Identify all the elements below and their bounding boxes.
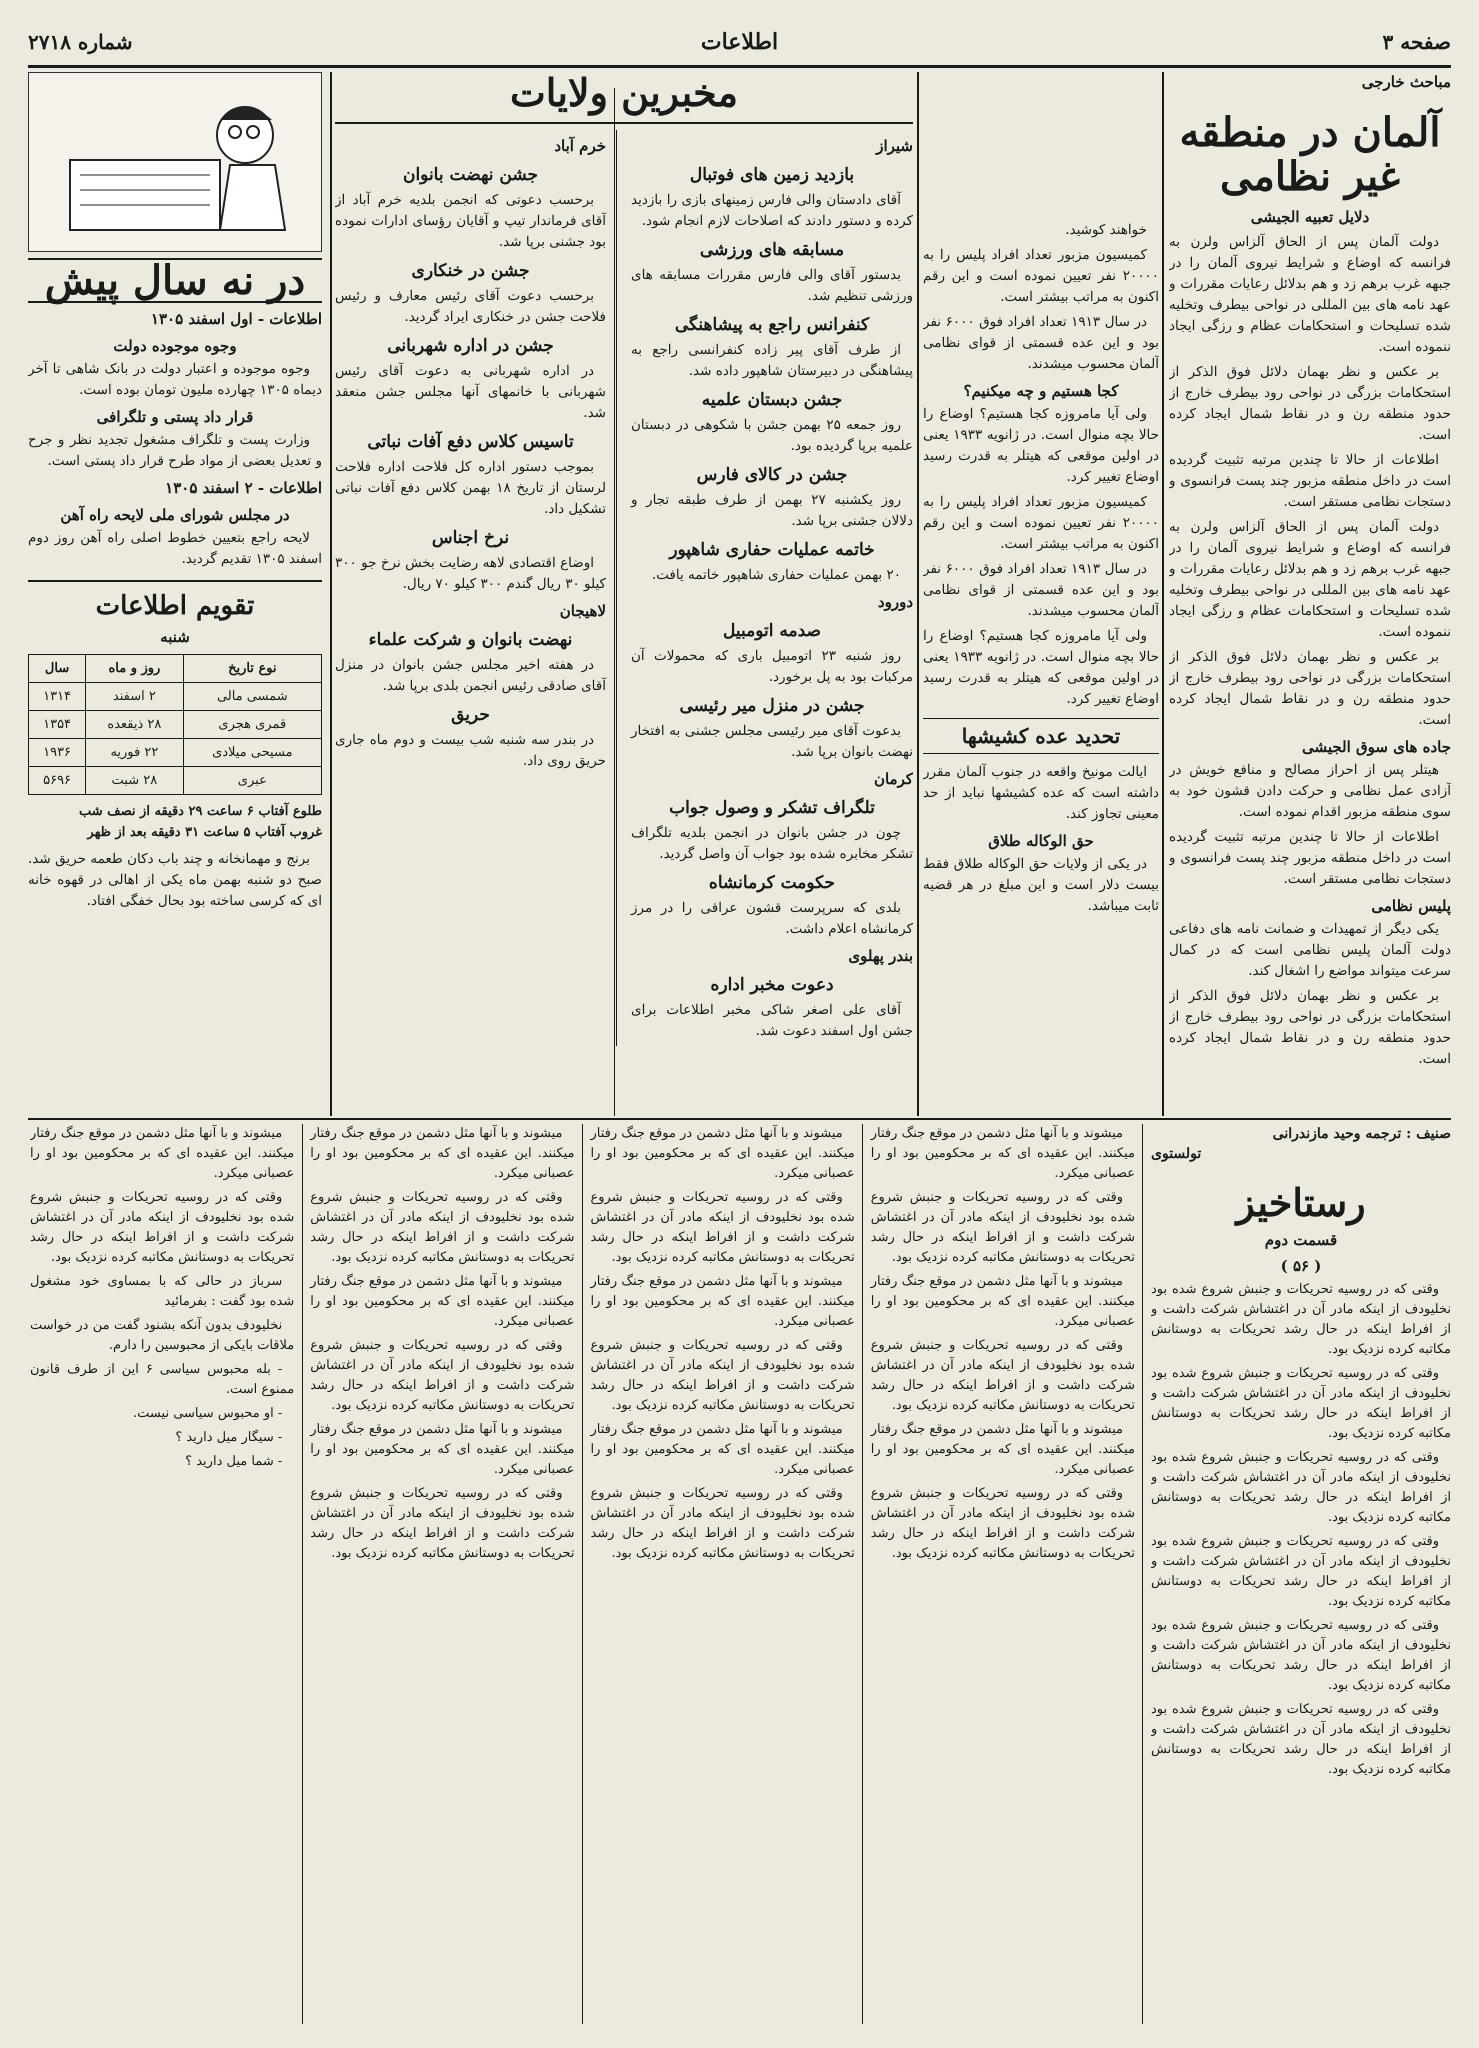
- paragraph: وقتی که در روسیه تحریکات و جنبش شروع شده بود نخلیودف از اینکه مادر آن در اغتشاش شرکت داشت و از افراط اینکه در حال رشد تحریکات به دوستانش مکاتبه کرده نزدیک بود.: [590, 1486, 855, 1561]
- calendar-cell: ۱۹۳۶: [29, 738, 86, 766]
- story-heading: جشن در خنکاری: [411, 260, 530, 281]
- calendar-cell: ۲۸ شبت: [86, 766, 183, 794]
- story-heading: جشن در کالای فارس: [696, 464, 848, 485]
- story-text: آقای علی اصغر شاکی مخبر اطلاعات برای جشن اول اسفند دعوت شد.: [631, 1001, 913, 1039]
- story-text: روز شنبه ۲۳ اتومبیل باری که محمولات آن مرکبات بود به پل برخورد.: [631, 647, 913, 685]
- paragraph: بر عکس و نظر بهمان دلائل فوق الذکر از استحکامات بزرگی در نواحی رود بیطرف خارج از حدود منطقه رن و در نقاط شمال ایجاد کرده است.: [1169, 988, 1451, 1067]
- calendar-header: روز و ماه: [86, 654, 183, 682]
- city-label: کرمان: [873, 769, 913, 788]
- story-text: روز جمعه ۲۵ بهمن جشن با شکوهی در دبستان علمیه برپا گردیده بود.: [631, 416, 913, 454]
- paragraph: وقتی که در روسیه تحریکات و جنبش شروع شده بود نخلیودف از اینکه مادر آن در اغتشاش شرکت داشت و از افراط اینکه در حال رشد تحریکات به دوستانش مکاتبه کرده نزدیک بود.: [870, 1338, 1135, 1413]
- paragraph: سرباز در حالی که با بمساوی خود مشغول شده بود گفت : بفرمائید: [30, 1274, 295, 1309]
- story-heading: تلگراف تشکر و وصول جواب: [669, 797, 875, 818]
- serial-novel-body: [30, 1124, 1135, 2024]
- provincial-news: [335, 72, 913, 1116]
- column-rule: [1162, 72, 1164, 1116]
- subheading: کجا هستیم و چه میکنیم؟: [963, 382, 1119, 400]
- paragraph: وقتی که در روسیه تحریکات و جنبش شروع شده بود نخلیودف از اینکه مادر آن در اغتشاش شرکت داشت و از افراط اینکه در حال رشد تحریکات به دوستانش مکاتبه کرده نزدیک بود.: [1151, 1701, 1451, 1777]
- story-text: چون در جشن بانوان در انجمن بلدیه تلگراف تشکر مخابره شده بود جواب آن واصل گردید.: [631, 824, 913, 862]
- story-heading: نهضت بانوان و شرکت علماء: [368, 629, 573, 650]
- story-heading: جشن دبستان علمیه: [701, 389, 843, 410]
- paragraph: خواهند کوشید.: [1065, 222, 1147, 238]
- paragraph: یکی دیگر از تمهیدات و ضمانت نامه های دفاعی دولت آلمان پلیس نظامی است که در کمال سرعت میتواند مواضع را اشغال کند.: [1169, 921, 1451, 979]
- paragraph: اطلاعات از حالا تا چندین مرتبه تثبیت گردیده است در داخل منطقه مزبور چند پست فرانسوی و دستجات نظامی مستقر است.: [1169, 829, 1451, 887]
- story-heading: قرار داد پستی و تلگرافی: [96, 408, 254, 426]
- paragraph: میشوند و با آنها مثل دشمن در موقع جنگ رفتار میکنند. این عقیده ای که بر محکومین بود او را عصبانی میکرد.: [590, 1274, 855, 1329]
- issue-number: شماره ۲۷۱۸: [28, 29, 133, 54]
- dateline: اطلاعات - ۲ اسفند ۱۳۰۵: [165, 479, 322, 497]
- article-title: آلمان در منطقه غیر نظامی: [1179, 109, 1441, 200]
- story-heading: تاسیس کلاس دفع آفات نباتی: [367, 431, 574, 452]
- column-rule: [917, 72, 919, 1116]
- paragraph: - سیگار میل دارید ؟: [175, 1430, 283, 1445]
- paragraph: وقتی که در روسیه تحریکات و جنبش شروع شده بود نخلیودف از اینکه مادر آن در اغتشاش شرکت داشت و از افراط اینکه در حال رشد تحریکات به دوستانش مکاتبه کرده نزدیک بود.: [1151, 1281, 1451, 1357]
- story-text: ۲۰ بهمن عملیات حفاری شاهپور خاتمه یافت.: [651, 566, 901, 583]
- nine-years-ago-column: [28, 72, 322, 1116]
- paragraph: وزارت پست و تلگراف مشغول تجدید نظر و جرح و تعدیل بعضی از مواد طرح قرار داد پستی است.: [28, 432, 322, 469]
- paragraph: وجوه موجوده و اعتبار دولت در بانک شاهی تا آخر دیماه ۱۳۰۵ چهارده ملیون تومان بوده است.: [28, 361, 322, 398]
- man-reading-newspaper-icon: [28, 72, 322, 252]
- city-label: لاهیجان: [559, 601, 606, 620]
- paragraph: برنج و مهمانخانه و چند باب دکان طعمه حریق شد. صبح دو شنبه بهمن ماه یکی از اهالی در قهوه خانه ای که کرسی ساخته بود بحال خفگی افتاد.: [28, 850, 322, 909]
- story-text: بدستور آقای والی فارس مقررات مسابقه های ورزشی تنظیم شد.: [631, 266, 913, 304]
- translator-credit: صنیف : ترجمه وحید مازندرانی: [1272, 1126, 1451, 1142]
- calendar-title: تقویم اطلاعات: [28, 580, 322, 621]
- paragraph: - شما میل دارید ؟: [185, 1454, 283, 1469]
- sunrise-time: طلوع آفتاب ۶ ساعت ۲۹ دقیقه از نصف شب: [79, 803, 322, 819]
- paragraph: بر عکس و نظر بهمان دلائل فوق الذکر از استحکامات بزرگی در نواحی رود بیطرف خارج از حدود منطقه رن و در نقاط شمال ایجاد کرده است.: [1169, 364, 1451, 443]
- paragraph: دولت آلمان پس از الحاق آلزاس ولرن به فرانسه که اوضاع و شرایط نیروی آلمان را در جبهه غرب برهم زد و هم بدلائل رعایات مقررات و عهد نامه های بین المللی در نواحی بیطرف وتخلیه شده تسلیحات و استحکامات عظام و رزگی ایجاد ننموده است.: [1169, 234, 1451, 355]
- paragraph: میشوند و با آنها مثل دشمن در موقع جنگ رفتار میکنند. این عقیده ای که بر محکومین بود او را عصبانی میکرد.: [590, 1422, 855, 1477]
- column-rule: [1142, 1124, 1143, 2024]
- page-number: صفحه ۳: [1382, 29, 1451, 54]
- paragraph: وقتی که در روسیه تحریکات و جنبش شروع شده بود نخلیودف از اینکه مادر آن در اغتشاش شرکت داشت و از افراط اینکه در حال رشد تحریکات به دوستانش مکاتبه کرده نزدیک بود.: [310, 1190, 575, 1265]
- story-heading: دعوت مخبر اداره: [710, 974, 834, 995]
- city-label: خرم آباد: [554, 136, 606, 155]
- story-heading: نرخ اجناس: [431, 527, 510, 548]
- paragraph: وقتی که در روسیه تحریکات و جنبش شروع شده بود نخلیودف از اینکه مادر آن در اغتشاش شرکت داشت و از افراط اینکه در حال رشد تحریکات به دوستانش مکاتبه کرده نزدیک بود.: [1151, 1533, 1451, 1609]
- paragraph: ایالت مونیخ واقعه در جنوب آلمان مقرر داشته است که عده کشیشها نباید از حد معینی تجاوز کند.: [923, 764, 1159, 822]
- paragraph: وقتی که در روسیه تحریکات و جنبش شروع شده بود نخلیودف از اینکه مادر آن در اغتشاش شرکت داشت و از افراط اینکه در حال رشد تحریکات به دوستانش مکاتبه کرده نزدیک بود.: [30, 1190, 295, 1265]
- subheading: پلیس نظامی: [1371, 897, 1451, 915]
- paragraph: وقتی که در روسیه تحریکات و جنبش شروع شده بود نخلیودف از اینکه مادر آن در اغتشاش شرکت داشت و از افراط اینکه در حال رشد تحریکات به دوستانش مکاتبه کرده نزدیک بود.: [1151, 1449, 1451, 1525]
- story-text: برحسب دعوتی که انجمن بلدیه خرم آباد از آقای فرماندار تیپ و آقایان رؤسای ادارات نموده بود جشنی برپا شد.: [335, 191, 606, 250]
- calendar-cell: ۱۳۱۴: [29, 682, 86, 710]
- column-rule: [330, 72, 332, 1116]
- paragraph: میشوند و با آنها مثل دشمن در موقع جنگ رفتار میکنند. این عقیده ای که بر محکومین بود او را عصبانی میکرد.: [310, 1274, 575, 1329]
- paragraph: وقتی که در روسیه تحریکات و جنبش شروع شده بود نخلیودف از اینکه مادر آن در اغتشاش شرکت داشت و از افراط اینکه در حال رشد تحریکات به دوستانش مکاتبه کرده نزدیک بود.: [870, 1190, 1135, 1265]
- masthead: [28, 18, 1451, 68]
- calendar-cell: قمری هجری: [183, 710, 321, 738]
- table-row: [29, 682, 322, 710]
- story-text: در بندر سه شنبه شب بیست و دوم ماه جاری حریق روی داد.: [335, 731, 606, 769]
- calendar-cell: ۱۳۵۴: [29, 710, 86, 738]
- calendar-day: شنبه: [160, 627, 190, 646]
- table-row: [29, 766, 322, 794]
- paragraph: وقتی که در روسیه تحریکات و جنبش شروع شده بود نخلیودف از اینکه مادر آن در اغتشاش شرکت داشت و از افراط اینکه در حال رشد تحریکات به دوستانش مکاتبه کرده نزدیک بود.: [310, 1338, 575, 1413]
- story-heading: حریق: [451, 704, 490, 725]
- paragraph: کمیسیون مزبور تعداد افراد پلیس را به ۲۰۰۰۰ نفر تعیین نموده است و این رقم اکنون به مراتب بیشتر است.: [923, 494, 1159, 552]
- paragraph: اطلاعات از حالا تا چندین مرتبه تثبیت گردیده است در داخل منطقه مزبور چند پست فرانسوی و دستجات نظامی مستقر است.: [1169, 452, 1451, 510]
- city-label: دورود: [877, 592, 913, 611]
- story-heading: خاتمه عملیات حفاری شاهپور: [669, 539, 875, 560]
- story-text: در اداره شهربانی به دعوت آقای رئیس شهربانی با خانمهای آنها مجلس جشن منعقد شد.: [335, 362, 606, 421]
- paragraph: وقتی که در روسیه تحریکات و جنبش شروع شده بود نخلیودف از اینکه مادر آن در اغتشاش شرکت داشت و از افراط اینکه در حال رشد تحریکات به دوستانش مکاتبه کرده نزدیک بود.: [310, 1486, 575, 1561]
- story-heading: در مجلس شورای ملی لایحه راه آهن: [60, 506, 290, 524]
- section-title: مخبرین ولایات: [335, 72, 913, 124]
- paragraph: وقتی که در روسیه تحریکات و جنبش شروع شده بود نخلیودف از اینکه مادر آن در اغتشاش شرکت داشت و از افراط اینکه در حال رشد تحریکات به دوستانش مکاتبه کرده نزدیک بود.: [1151, 1365, 1451, 1441]
- story-text: اوضاع اقتصادی لاهه رضایت بخش نرخ جو ۳۰۰ کیلو ۳۰ ریال گندم ۳۰۰ کیلو ۷۰ ریال.: [335, 554, 606, 592]
- calendar-cell: شمسی مالی: [183, 682, 321, 710]
- table-row: [29, 710, 322, 738]
- story-heading: جشن در منزل میر رئیسی: [679, 695, 865, 716]
- serial-title: رستاخیز: [1236, 1180, 1366, 1225]
- calendar-cell: ۵۶۹۶: [29, 766, 86, 794]
- paragraph: وقتی که در روسیه تحریکات و جنبش شروع شده بود نخلیودف از اینکه مادر آن در اغتشاش شرکت داشت و از افراط اینکه در حال رشد تحریکات به دوستانش مکاتبه کرده نزدیک بود.: [870, 1486, 1135, 1561]
- story-heading: جشن در اداره شهربانی: [387, 335, 554, 356]
- calendar-table: [28, 654, 322, 795]
- story-heading: جشن نهضت بانوان: [402, 164, 539, 185]
- section-rule: [28, 1118, 1451, 1120]
- calendar-header: سال: [29, 654, 86, 682]
- paragraph: میشوند و با آنها مثل دشمن در موقع جنگ رفتار میکنند. این عقیده ای که بر محکومین بود او را عصبانی میکرد.: [310, 1422, 575, 1477]
- calendar-cell: عبری: [183, 766, 321, 794]
- story-heading: حکومت کرمانشاه: [708, 872, 836, 893]
- paragraph: میشوند و با آنها مثل دشمن در موقع جنگ رفتار میکنند. این عقیده ای که بر محکومین بود او را عصبانی میکرد.: [870, 1422, 1135, 1477]
- news-subcolumn-b: [335, 130, 617, 1046]
- city-label: شیراز: [876, 136, 913, 155]
- story-text: بلدی که سرپرست قشون عراقی را در مرز کرمانشاه اعلام داشت.: [631, 899, 913, 937]
- calendar-cell: ۲۸ ذیقعده: [86, 710, 183, 738]
- article-continuation: [923, 220, 1159, 1116]
- paragraph: ولی آیا مامروزه کجا هستیم؟ اوضاع را حالا بچه منوال است. در ژانویه ۱۹۳۳ یعنی در اولین موقعی که هیتلر به قدرت رسید اوضاع تغییر کرد.: [923, 628, 1159, 707]
- story-heading: وجوه موجوده دولت: [113, 337, 237, 355]
- paragraph: کمیسیون مزبور تعداد افراد پلیس را به ۲۰۰۰۰ نفر تعیین نموده است و این رقم اکنون به مراتب بیشتر است.: [923, 247, 1159, 305]
- story-text: از طرف آقای پیر زاده کنفرانسی راجع به پیشاهنگی در دبیرستان شاهپور داده شد.: [631, 341, 913, 379]
- calendar-header: نوع تاریخ: [183, 654, 321, 682]
- story-heading: صدمه اتومبیل: [723, 620, 821, 641]
- paragraph: نخلیودف بدون آنکه بشنود گفت من در خواست ملاقات بایکی از محبوسین را دارم.: [30, 1318, 295, 1353]
- story-text: بدعوت آقای میر رئیسی مجلس جشنی به افتخار نهضت بانوان برپا شد.: [631, 722, 913, 760]
- story-heading: کنفرانس راجع به پیشاهنگی: [674, 314, 870, 335]
- paper-name: اطلاعات: [700, 28, 779, 55]
- paragraph: وقتی که در روسیه تحریکات و جنبش شروع شده بود نخلیودف از اینکه مادر آن در اغتشاش شرکت داشت و از افراط اینکه در حال رشد تحریکات به دوستانش مکاتبه کرده نزدیک بود.: [590, 1338, 855, 1413]
- paragraph: میشوند و با آنها مثل دشمن در موقع جنگ رفتار میکنند. این عقیده ای که بر محکومین بود او را عصبانی میکرد.: [870, 1274, 1135, 1329]
- story-text: آقای دادستان والی فارس زمینهای بازی را بازدید کرده و دستور دادند که اصلاحات لازم انجام شود.: [631, 191, 913, 229]
- paragraph: میشوند و با آنها مثل دشمن در موقع جنگ رفتار میکنند. این عقیده ای که بر محکومین بود او را عصبانی میکرد.: [310, 1126, 575, 1181]
- news-subcolumn-a: [631, 130, 913, 1046]
- table-row: [29, 738, 322, 766]
- paragraph: بر عکس و نظر بهمان دلائل فوق الذکر از استحکامات بزرگی در نواحی رود بیطرف خارج از حدود منطقه رن و در نقاط شمال ایجاد کرده است.: [1169, 649, 1451, 728]
- story-text: در هفته اخیر مجلس جشن بانوان در منزل آقای صادقی رئیس انجمن بلدی برپا شد.: [335, 656, 606, 694]
- sunset-time: غروب آفتاب ۵ ساعت ۳۱ دقیقه بعد از ظهر: [87, 824, 322, 840]
- feature-title: در نه سال پیش: [28, 258, 322, 303]
- paragraph: در سال ۱۹۱۳ تعداد افراد فوق ۶۰۰۰ نفر بود و این عده قسمتی از قوای نظامی آلمان محسوب میشدند.: [923, 561, 1159, 619]
- article-byline: دلایل تعبیه الجیشی: [1250, 208, 1370, 226]
- paragraph: - او محبوس سیاسی نیست.: [133, 1406, 283, 1421]
- serial-part: قسمت دوم: [1264, 1230, 1338, 1249]
- calendar-cell: ۲ اسفند: [86, 682, 183, 710]
- paragraph: در سال ۱۹۱۳ تعداد افراد فوق ۶۰۰۰ نفر بود و این عده قسمتی از قوای نظامی آلمان محسوب میشدند.: [923, 314, 1159, 372]
- story-text: بموجب دستور اداره کل فلاحت اداره فلاحت لرستان از تاریخ ۱۸ بهمن کلاس دفع آفات نباتی تشکیل داد.: [335, 458, 606, 517]
- serial-number: ( ۵۶ ): [1280, 1256, 1322, 1275]
- paragraph: دولت آلمان پس از الحاق آلزاس ولرن به فرانسه که اوضاع و شرایط نیروی آلمان را در جبهه غرب برهم زد و هم بدلائل رعایات مقررات و عهد نامه های بین المللی در نواحی بیطرف وتخلیه شده تسلیحات و استحکامات عظام و رزگی ایجاد ننموده است.: [1169, 519, 1451, 640]
- paragraph: میشوند و با آنها مثل دشمن در موقع جنگ رفتار میکنند. این عقیده ای که بر محکومین بود او را عصبانی میکرد.: [590, 1126, 855, 1181]
- paragraph: ولی آیا مامروزه کجا هستیم؟ اوضاع را حالا بچه منوال است. در ژانویه ۱۹۳۳ یعنی در اولین موقعی که هیتلر به قدرت رسید اوضاع تغییر کرد.: [923, 406, 1159, 485]
- paragraph: وقتی که در روسیه تحریکات و جنبش شروع شده بود نخلیودف از اینکه مادر آن در اغتشاش شرکت داشت و از افراط اینکه در حال رشد تحریکات به دوستانش مکاتبه کرده نزدیک بود.: [1151, 1617, 1451, 1693]
- city-label: بندر پهلوی: [848, 946, 913, 965]
- paragraph: وقتی که در روسیه تحریکات و جنبش شروع شده بود نخلیودف از اینکه مادر آن در اغتشاش شرکت داشت و از افراط اینکه در حال رشد تحریکات به دوستانش مکاتبه کرده نزدیک بود.: [590, 1190, 855, 1265]
- foreign-affairs-column: [1169, 72, 1451, 1116]
- paragraph: میشوند و با آنها مثل دشمن در موقع جنگ رفتار میکنند. این عقیده ای که بر محکومین بود او را عصبانی میکرد.: [870, 1126, 1135, 1181]
- dateline: اطلاعات - اول اسفند ۱۳۰۵: [150, 310, 322, 328]
- subheading: حق الوکاله طلاق: [988, 832, 1094, 850]
- paragraph: میشوند و با آنها مثل دشمن در موقع جنگ رفتار میکنند. این عقیده ای که بر محکومین بود او را عصبانی میکرد.: [30, 1126, 295, 1181]
- calendar-cell: ۲۲ فوریه: [86, 738, 183, 766]
- subheading: جاده های سوق الجیشی: [1301, 738, 1451, 756]
- paragraph: هیتلر پس از احراز مصالح و منافع خویش در آزادی عمل نظامی و حرکت دادن قشون خود به سوی منطقه مزبور اقدام نموده است.: [1169, 762, 1451, 820]
- story-heading: مسابقه های ورزشی: [699, 239, 845, 260]
- paragraph: - بله محبوس سیاسی ۶ این از طرف قانون ممنوع است.: [30, 1362, 295, 1397]
- paragraph: لایحه راجع بتعیین خطوط اصلی راه آهن روز دوم اسفند ۱۳۰۵ تقدیم گردید.: [28, 530, 322, 567]
- paragraph: در یکی از ولایات حق الوکاله طلاق فقط بیست دلار است و این مبلغ در هر قضیه ثابت میباشد.: [923, 856, 1159, 914]
- serial-novel-intro: [1151, 1124, 1451, 2024]
- subheading: تحدید عده کشیشها: [923, 718, 1159, 754]
- author-name: تولستوی: [1151, 1146, 1202, 1162]
- section-kicker: مباحث خارجی: [1361, 73, 1451, 91]
- story-heading: بازدید زمین های فوتبال: [689, 164, 855, 185]
- story-text: روز یکشنبه ۲۷ بهمن از طرف طبقه تجار و دلالان جشنی برپا شد.: [631, 491, 913, 529]
- calendar-cell: مسیحی میلادی: [183, 738, 321, 766]
- story-text: برحسب دعوت آقای رئیس معارف و رئیس فلاحت جشن در خنکاری ایراد گردید.: [335, 287, 606, 325]
